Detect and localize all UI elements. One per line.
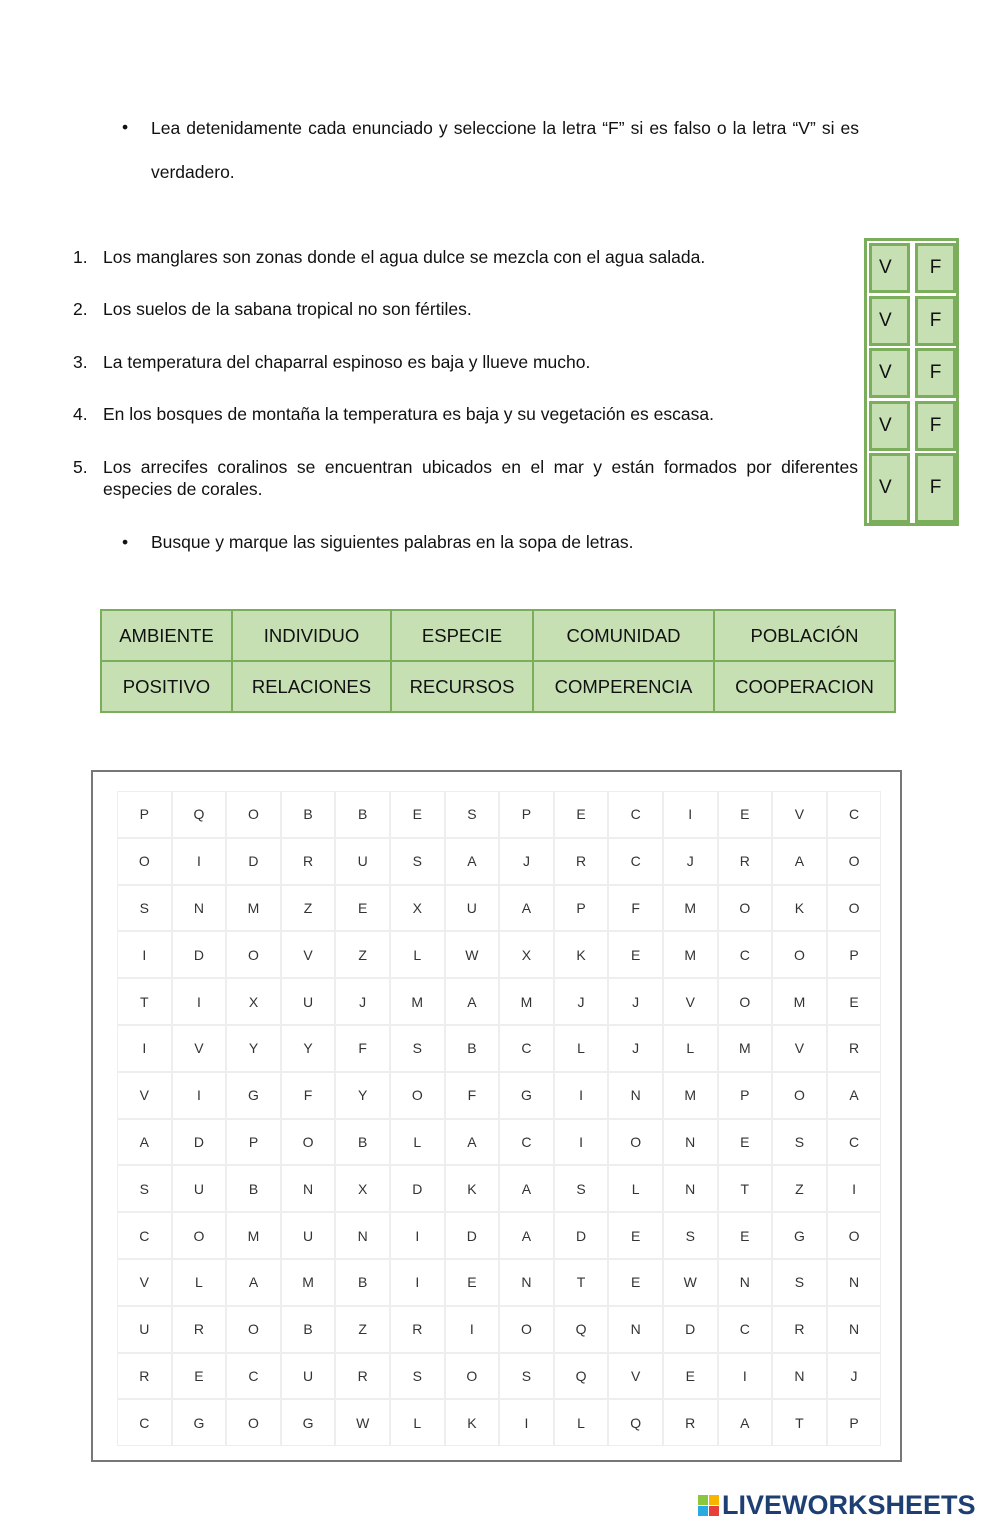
question-5 bbox=[73, 456, 858, 500]
grid-cell[interactable]: N bbox=[828, 1307, 881, 1352]
grid-cell[interactable]: I bbox=[719, 1354, 772, 1399]
grid-cell[interactable]: O bbox=[773, 1073, 826, 1118]
grid-cell[interactable]: D bbox=[173, 1120, 226, 1165]
grid-cell[interactable]: L bbox=[391, 1400, 444, 1445]
grid-cell[interactable]: R bbox=[282, 839, 335, 884]
grid-cell[interactable]: J bbox=[500, 839, 553, 884]
word: ESPECIE bbox=[392, 611, 532, 660]
grid-cell[interactable]: I bbox=[828, 1166, 881, 1211]
grid-cell[interactable]: C bbox=[500, 1026, 553, 1071]
answer-5-false[interactable]: F bbox=[915, 453, 956, 523]
grid-cell[interactable]: E bbox=[336, 886, 389, 931]
grid-cell[interactable]: L bbox=[609, 1166, 662, 1211]
grid-cell[interactable]: J bbox=[664, 839, 717, 884]
grid-cell[interactable]: F bbox=[336, 1026, 389, 1071]
answer-3-false[interactable]: F bbox=[915, 348, 956, 398]
word-search-grid[interactable] bbox=[117, 791, 881, 1446]
grid-cell[interactable]: M bbox=[227, 1213, 280, 1258]
word-search-box bbox=[91, 770, 902, 1462]
grid-cell[interactable]: A bbox=[828, 1073, 881, 1118]
grid-cell[interactable]: S bbox=[664, 1213, 717, 1258]
grid-cell[interactable]: N bbox=[173, 886, 226, 931]
grid-cell[interactable]: C bbox=[609, 792, 662, 837]
grid-cell[interactable]: B bbox=[282, 792, 335, 837]
grid-cell[interactable]: X bbox=[500, 932, 553, 977]
grid-cell[interactable]: J bbox=[336, 979, 389, 1024]
grid-cell[interactable]: Y bbox=[227, 1026, 280, 1071]
grid-cell[interactable]: O bbox=[719, 979, 772, 1024]
logo-text: LIVEWORKSHEETS bbox=[722, 1490, 976, 1520]
grid-cell[interactable]: S bbox=[391, 1354, 444, 1399]
grid-cell[interactable]: R bbox=[773, 1307, 826, 1352]
grid-cell[interactable]: I bbox=[118, 1026, 171, 1071]
word: POBLACIÓN bbox=[715, 611, 894, 660]
grid-cell[interactable]: S bbox=[118, 886, 171, 931]
grid-cell[interactable]: U bbox=[173, 1166, 226, 1211]
grid-cell[interactable]: V bbox=[773, 792, 826, 837]
grid-cell[interactable]: U bbox=[336, 839, 389, 884]
grid-cell[interactable]: R bbox=[828, 1026, 881, 1071]
grid-cell[interactable]: Z bbox=[336, 1307, 389, 1352]
grid-cell[interactable]: C bbox=[828, 792, 881, 837]
question-text: Los suelos de la sabana tropical no son fértiles. bbox=[103, 299, 472, 319]
grid-cell[interactable]: K bbox=[446, 1166, 499, 1211]
question-4 bbox=[73, 403, 858, 425]
grid-cell[interactable]: R bbox=[555, 839, 608, 884]
grid-cell[interactable]: E bbox=[828, 979, 881, 1024]
liveworksheets-logo bbox=[698, 1490, 976, 1521]
grid-cell[interactable]: R bbox=[664, 1400, 717, 1445]
grid-cell[interactable]: I bbox=[391, 1213, 444, 1258]
question-3 bbox=[73, 351, 858, 373]
grid-cell[interactable]: E bbox=[446, 1260, 499, 1305]
grid-cell[interactable]: A bbox=[500, 1213, 553, 1258]
grid-cell[interactable]: N bbox=[282, 1166, 335, 1211]
grid-cell[interactable]: A bbox=[227, 1260, 280, 1305]
grid-cell[interactable]: W bbox=[446, 932, 499, 977]
grid-cell[interactable]: B bbox=[336, 1120, 389, 1165]
grid-cell[interactable]: T bbox=[118, 979, 171, 1024]
bullet: • bbox=[122, 117, 129, 137]
grid-cell[interactable]: C bbox=[719, 1307, 772, 1352]
question-text: En los bosques de montaña la temperatura es baja y su vegetación es escasa. bbox=[103, 404, 714, 424]
grid-cell[interactable]: M bbox=[282, 1260, 335, 1305]
grid-cell[interactable]: P bbox=[500, 792, 553, 837]
grid-cell[interactable]: A bbox=[118, 1120, 171, 1165]
grid-cell[interactable]: Z bbox=[282, 886, 335, 931]
word: COMUNIDAD bbox=[534, 611, 713, 660]
grid-cell[interactable]: Q bbox=[555, 1307, 608, 1352]
grid-cell[interactable]: A bbox=[773, 839, 826, 884]
word: AMBIENTE bbox=[102, 611, 231, 660]
grid-cell[interactable]: O bbox=[173, 1213, 226, 1258]
grid-cell[interactable]: X bbox=[391, 886, 444, 931]
grid-cell[interactable]: C bbox=[609, 839, 662, 884]
grid-cell[interactable]: L bbox=[391, 1120, 444, 1165]
grid-cell[interactable]: D bbox=[446, 1213, 499, 1258]
grid-cell[interactable]: B bbox=[336, 792, 389, 837]
grid-cell[interactable]: L bbox=[555, 1026, 608, 1071]
grid-cell[interactable]: V bbox=[664, 979, 717, 1024]
grid-cell[interactable]: S bbox=[555, 1166, 608, 1211]
grid-cell[interactable]: M bbox=[391, 979, 444, 1024]
grid-cell[interactable]: I bbox=[118, 932, 171, 977]
grid-cell[interactable]: N bbox=[664, 1120, 717, 1165]
grid-cell[interactable]: K bbox=[773, 886, 826, 931]
grid-cell[interactable]: N bbox=[664, 1166, 717, 1211]
grid-cell[interactable]: R bbox=[118, 1354, 171, 1399]
grid-cell[interactable]: M bbox=[664, 1073, 717, 1118]
grid-cell[interactable]: O bbox=[227, 792, 280, 837]
grid-cell[interactable]: L bbox=[173, 1260, 226, 1305]
grid-cell[interactable]: A bbox=[446, 839, 499, 884]
grid-cell[interactable]: Q bbox=[173, 792, 226, 837]
word: COOPERACION bbox=[715, 662, 894, 711]
grid-cell[interactable]: E bbox=[555, 792, 608, 837]
grid-cell[interactable]: E bbox=[719, 1120, 772, 1165]
grid-cell[interactable]: N bbox=[828, 1260, 881, 1305]
grid-cell[interactable]: X bbox=[227, 979, 280, 1024]
grid-cell[interactable]: J bbox=[609, 1026, 662, 1071]
grid-cell[interactable]: I bbox=[664, 792, 717, 837]
grid-cell[interactable]: N bbox=[773, 1354, 826, 1399]
true-false-answer-panel bbox=[864, 238, 959, 526]
question-1 bbox=[73, 246, 858, 268]
grid-cell[interactable]: Q bbox=[555, 1354, 608, 1399]
grid-cell[interactable]: P bbox=[555, 886, 608, 931]
grid-cell[interactable]: U bbox=[446, 886, 499, 931]
grid-cell[interactable]: D bbox=[664, 1307, 717, 1352]
grid-cell[interactable]: O bbox=[609, 1120, 662, 1165]
grid-cell[interactable]: S bbox=[500, 1354, 553, 1399]
grid-cell[interactable]: P bbox=[719, 1073, 772, 1118]
answer-5-true[interactable]: V bbox=[869, 453, 910, 523]
grid-cell[interactable]: B bbox=[282, 1307, 335, 1352]
grid-cell[interactable]: M bbox=[773, 979, 826, 1024]
grid-cell[interactable]: E bbox=[609, 1260, 662, 1305]
grid-cell[interactable]: U bbox=[282, 979, 335, 1024]
question-number: 5. bbox=[73, 457, 88, 477]
grid-cell[interactable]: J bbox=[609, 979, 662, 1024]
grid-cell[interactable]: I bbox=[173, 1073, 226, 1118]
grid-cell[interactable]: O bbox=[227, 1307, 280, 1352]
grid-cell[interactable]: P bbox=[828, 932, 881, 977]
grid-cell[interactable]: U bbox=[282, 1213, 335, 1258]
grid-cell[interactable]: K bbox=[555, 932, 608, 977]
grid-cell[interactable]: A bbox=[500, 886, 553, 931]
grid-cell[interactable]: P bbox=[118, 792, 171, 837]
grid-cell[interactable]: R bbox=[336, 1354, 389, 1399]
grid-cell[interactable]: E bbox=[609, 1213, 662, 1258]
word-list-table bbox=[100, 609, 896, 713]
grid-cell[interactable]: T bbox=[719, 1166, 772, 1211]
question-number: 4. bbox=[73, 404, 88, 424]
grid-cell[interactable]: B bbox=[446, 1026, 499, 1071]
grid-cell[interactable]: O bbox=[773, 932, 826, 977]
grid-cell[interactable]: W bbox=[664, 1260, 717, 1305]
grid-cell[interactable]: I bbox=[555, 1120, 608, 1165]
bullet: • bbox=[122, 532, 129, 552]
grid-cell[interactable]: B bbox=[227, 1166, 280, 1211]
grid-cell[interactable]: I bbox=[500, 1400, 553, 1445]
grid-cell[interactable]: M bbox=[664, 932, 717, 977]
grid-cell[interactable]: J bbox=[828, 1354, 881, 1399]
grid-cell[interactable]: F bbox=[446, 1073, 499, 1118]
grid-cell[interactable]: V bbox=[118, 1073, 171, 1118]
grid-cell[interactable]: V bbox=[773, 1026, 826, 1071]
question-number: 1. bbox=[73, 247, 88, 267]
grid-cell[interactable]: O bbox=[227, 1400, 280, 1445]
grid-cell[interactable]: S bbox=[391, 839, 444, 884]
grid-cell[interactable]: O bbox=[118, 839, 171, 884]
question-2 bbox=[73, 298, 858, 320]
grid-cell[interactable]: E bbox=[719, 792, 772, 837]
grid-cell[interactable]: G bbox=[500, 1073, 553, 1118]
live-badge-icon bbox=[698, 1495, 719, 1516]
answer-1-false[interactable]: F bbox=[915, 243, 956, 293]
grid-cell[interactable]: A bbox=[719, 1400, 772, 1445]
grid-cell[interactable]: E bbox=[609, 932, 662, 977]
grid-cell[interactable]: C bbox=[118, 1213, 171, 1258]
grid-cell[interactable]: G bbox=[773, 1213, 826, 1258]
grid-cell[interactable]: L bbox=[555, 1400, 608, 1445]
grid-cell[interactable]: O bbox=[446, 1354, 499, 1399]
grid-cell[interactable]: I bbox=[173, 839, 226, 884]
word: POSITIVO bbox=[102, 662, 231, 711]
grid-cell[interactable]: E bbox=[173, 1354, 226, 1399]
grid-cell[interactable]: L bbox=[664, 1026, 717, 1071]
grid-cell[interactable]: N bbox=[719, 1260, 772, 1305]
answer-4-true[interactable]: V bbox=[869, 401, 910, 451]
grid-cell[interactable]: K bbox=[446, 1400, 499, 1445]
word-list-row bbox=[102, 662, 894, 711]
grid-cell[interactable]: S bbox=[118, 1166, 171, 1211]
grid-cell[interactable]: S bbox=[446, 792, 499, 837]
grid-cell[interactable]: Z bbox=[773, 1166, 826, 1211]
grid-cell[interactable]: A bbox=[446, 1120, 499, 1165]
grid-cell[interactable]: Y bbox=[336, 1073, 389, 1118]
grid-cell[interactable]: E bbox=[391, 792, 444, 837]
grid-cell[interactable]: N bbox=[609, 1307, 662, 1352]
grid-cell[interactable]: F bbox=[609, 886, 662, 931]
grid-cell[interactable]: O bbox=[828, 886, 881, 931]
answer-1-true[interactable]: V bbox=[869, 243, 910, 293]
grid-cell[interactable]: T bbox=[555, 1260, 608, 1305]
grid-cell[interactable]: A bbox=[446, 979, 499, 1024]
answer-2-true[interactable]: V bbox=[869, 296, 910, 346]
grid-cell[interactable]: D bbox=[555, 1213, 608, 1258]
grid-cell[interactable]: I bbox=[446, 1307, 499, 1352]
grid-cell[interactable]: L bbox=[391, 932, 444, 977]
grid-cell[interactable]: O bbox=[391, 1073, 444, 1118]
grid-cell[interactable]: X bbox=[336, 1166, 389, 1211]
question-text: La temperatura del chaparral espinoso es baja y llueve mucho. bbox=[103, 352, 591, 372]
grid-cell[interactable]: N bbox=[609, 1073, 662, 1118]
grid-cell[interactable]: O bbox=[227, 932, 280, 977]
grid-cell[interactable]: C bbox=[719, 932, 772, 977]
grid-cell[interactable]: O bbox=[719, 886, 772, 931]
grid-cell[interactable]: C bbox=[118, 1400, 171, 1445]
grid-cell[interactable]: O bbox=[282, 1120, 335, 1165]
grid-cell[interactable]: P bbox=[828, 1400, 881, 1445]
grid-cell[interactable]: D bbox=[173, 932, 226, 977]
grid-cell[interactable]: S bbox=[773, 1260, 826, 1305]
grid-cell[interactable]: U bbox=[282, 1354, 335, 1399]
grid-cell[interactable]: W bbox=[336, 1400, 389, 1445]
grid-cell[interactable]: P bbox=[227, 1120, 280, 1165]
grid-cell[interactable]: Q bbox=[609, 1400, 662, 1445]
grid-cell[interactable]: V bbox=[173, 1026, 226, 1071]
grid-cell[interactable]: F bbox=[282, 1073, 335, 1118]
grid-cell[interactable]: U bbox=[118, 1307, 171, 1352]
grid-cell[interactable]: M bbox=[227, 886, 280, 931]
grid-cell[interactable]: V bbox=[282, 932, 335, 977]
grid-cell[interactable]: D bbox=[227, 839, 280, 884]
word: RECURSOS bbox=[392, 662, 532, 711]
grid-cell[interactable]: E bbox=[719, 1213, 772, 1258]
grid-cell[interactable]: I bbox=[173, 979, 226, 1024]
grid-cell[interactable]: G bbox=[227, 1073, 280, 1118]
grid-cell[interactable]: N bbox=[336, 1213, 389, 1258]
grid-cell[interactable]: G bbox=[173, 1400, 226, 1445]
grid-cell[interactable]: R bbox=[173, 1307, 226, 1352]
grid-cell[interactable]: N bbox=[500, 1260, 553, 1305]
word: RELACIONES bbox=[233, 662, 390, 711]
grid-cell[interactable]: M bbox=[500, 979, 553, 1024]
word: COMPERENCIA bbox=[534, 662, 713, 711]
answer-4-false[interactable]: F bbox=[915, 401, 956, 451]
answer-2-false[interactable]: F bbox=[915, 296, 956, 346]
grid-cell[interactable]: J bbox=[555, 979, 608, 1024]
grid-cell[interactable]: O bbox=[828, 839, 881, 884]
grid-cell[interactable]: C bbox=[227, 1354, 280, 1399]
grid-cell[interactable]: D bbox=[391, 1166, 444, 1211]
grid-cell[interactable]: A bbox=[500, 1166, 553, 1211]
wordsearch-instructions: Busque y marque las siguientes palabras en la sopa de letras. bbox=[151, 532, 634, 552]
grid-cell[interactable]: V bbox=[118, 1260, 171, 1305]
grid-cell[interactable]: S bbox=[391, 1026, 444, 1071]
grid-cell[interactable]: Y bbox=[282, 1026, 335, 1071]
question-number: 3. bbox=[73, 352, 88, 372]
question-text: Los manglares son zonas donde el agua dulce se mezcla con el agua salada. bbox=[103, 247, 706, 267]
grid-cell[interactable]: R bbox=[719, 839, 772, 884]
grid-cell[interactable]: O bbox=[500, 1307, 553, 1352]
grid-cell[interactable]: M bbox=[719, 1026, 772, 1071]
question-text: Los arrecifes coralinos se encuentran ubicados en el mar y están formados por diferentes especies de corales. bbox=[103, 457, 858, 499]
grid-cell[interactable]: R bbox=[391, 1307, 444, 1352]
grid-cell[interactable]: B bbox=[336, 1260, 389, 1305]
question-number: 2. bbox=[73, 299, 88, 319]
grid-cell[interactable]: Z bbox=[336, 932, 389, 977]
grid-cell[interactable]: V bbox=[609, 1354, 662, 1399]
grid-cell[interactable]: G bbox=[282, 1400, 335, 1445]
grid-cell[interactable]: E bbox=[664, 1354, 717, 1399]
grid-cell[interactable]: T bbox=[773, 1400, 826, 1445]
answer-3-true[interactable]: V bbox=[869, 348, 910, 398]
grid-cell[interactable]: C bbox=[500, 1120, 553, 1165]
word-list-row bbox=[102, 611, 894, 660]
grid-cell[interactable]: C bbox=[828, 1120, 881, 1165]
grid-cell[interactable]: I bbox=[391, 1260, 444, 1305]
tf-instructions: Lea detenidamente cada enunciado y seleccione la letra “F” si es falso o la letra “V” si es verdadero. bbox=[151, 118, 859, 182]
grid-cell[interactable]: I bbox=[555, 1073, 608, 1118]
word: INDIVIDUO bbox=[233, 611, 390, 660]
grid-cell[interactable]: S bbox=[773, 1120, 826, 1165]
grid-cell[interactable]: O bbox=[828, 1213, 881, 1258]
grid-cell[interactable]: M bbox=[664, 886, 717, 931]
